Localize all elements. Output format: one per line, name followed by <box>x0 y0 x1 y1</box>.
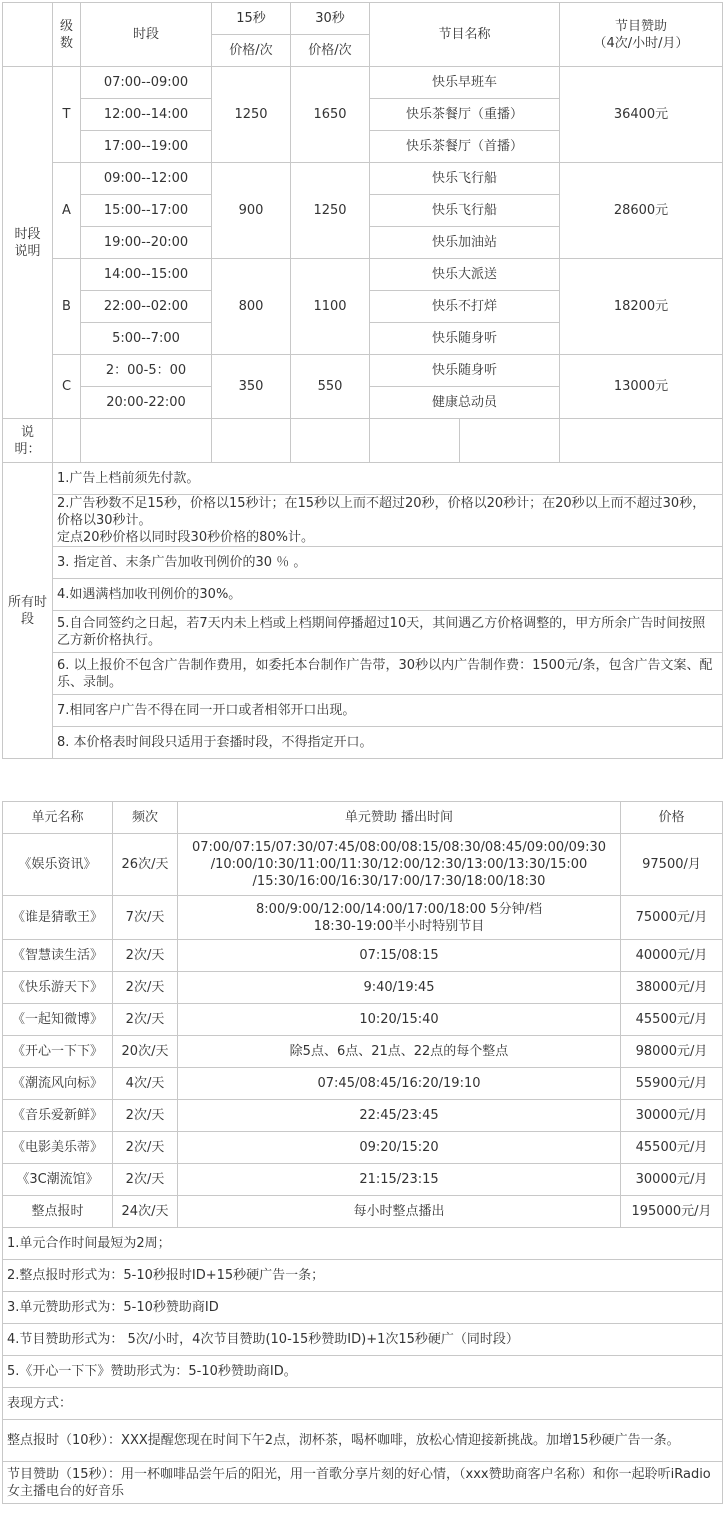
table-row <box>3 1004 723 1036</box>
unit-name: 《智慧读生活》 <box>3 940 113 972</box>
level-header: 级 数 <box>53 3 81 67</box>
note-text: 6. 以上报价不包含广告制作费用，如委托本台制作广告带，30秒以内广告制作费：1500元/条，包含广告文案、配乐、录制。 <box>53 653 723 695</box>
program-name: 快乐随身听 <box>370 355 560 387</box>
unit-price: 45500元/月 <box>621 1132 723 1164</box>
unit-note-text: 1.单元合作时间最短为2周； <box>3 1228 723 1260</box>
unit-price: 195000元/月 <box>621 1196 723 1228</box>
program-name: 快乐飞行船 <box>370 195 560 227</box>
header-row <box>3 802 723 834</box>
empty-cell <box>370 419 460 463</box>
unit-frequency: 2次/天 <box>113 972 178 1004</box>
note-row <box>3 463 723 495</box>
frequency-header: 频次 <box>113 802 178 834</box>
unit-name: 《快乐游天下》 <box>3 972 113 1004</box>
note-row <box>3 495 723 547</box>
program-name: 健康总动员 <box>370 387 560 419</box>
unit-name: 《娱乐资讯》 <box>3 834 113 896</box>
time-range: 15:00--17:00 <box>81 195 212 227</box>
unit-name: 《谁是猜歌王》 <box>3 896 113 940</box>
unit-note-text: 5.《开心一下下》赞助形式为：5-10秒赞助商ID。 <box>3 1356 723 1388</box>
time-range: 22:00--02:00 <box>81 291 212 323</box>
note-row <box>3 1388 723 1420</box>
unit-airtime: 10:20/15:40 <box>178 1004 621 1036</box>
time-range: 20:00-22:00 <box>81 387 212 419</box>
unit-frequency: 20次/天 <box>113 1036 178 1068</box>
program-name: 快乐加油站 <box>370 227 560 259</box>
table-row <box>3 1100 723 1132</box>
price-15s: 350 <box>212 355 291 419</box>
price-per-header-15: 价格/次 <box>212 35 291 67</box>
table-row <box>3 940 723 972</box>
time-range: 17:00--19:00 <box>81 131 212 163</box>
unit-name: 《开心一下下》 <box>3 1036 113 1068</box>
note-text: 1.广告上档前须先付款。 <box>53 463 723 495</box>
tier-level: B <box>53 259 81 355</box>
table-row <box>3 1132 723 1164</box>
note-text: 2.广告秒数不足15秒，价格以15秒计；在15秒以上而不超过20秒，价格以20秒计；在20秒以上而不超过30秒，价格以30秒计。 定点20秒价格以同时段30秒价格的80%计。 <box>53 495 723 547</box>
unit-price: 55900元/月 <box>621 1068 723 1100</box>
s15-header: 15秒 <box>212 3 291 35</box>
empty-cell <box>53 419 81 463</box>
period-section-label: 时段 说明 <box>3 67 53 419</box>
unit-airtime: 每小时整点播出 <box>178 1196 621 1228</box>
sponsor-price: 36400元 <box>560 67 723 163</box>
time-range: 12:00--14:00 <box>81 99 212 131</box>
unit-airtime: 9:40/19:45 <box>178 972 621 1004</box>
empty-cell <box>212 419 291 463</box>
rate-table <box>2 2 723 759</box>
time-range: 07:00--09:00 <box>81 67 212 99</box>
table-row <box>3 834 723 896</box>
note-row <box>3 1292 723 1324</box>
table-row <box>3 896 723 940</box>
price-30s: 1650 <box>291 67 370 163</box>
unit-frequency: 26次/天 <box>113 834 178 896</box>
price-30s: 1250 <box>291 163 370 259</box>
sponsor-price: 28600元 <box>560 163 723 259</box>
unit-name: 《潮流风向标》 <box>3 1068 113 1100</box>
unit-frequency: 2次/天 <box>113 1100 178 1132</box>
unit-note-text: 节目赞助（15秒）：用一杯咖啡品尝午后的阳光，用一首歌分享片刻的好心情，（xxx赞助商客户名称）和你一起聆听iRadio女主播电台的好音乐 <box>3 1462 723 1504</box>
unit-price: 30000元/月 <box>621 1164 723 1196</box>
note-row <box>3 1260 723 1292</box>
unit-airtime: 09:20/15:20 <box>178 1132 621 1164</box>
period-header: 时段 <box>81 3 212 67</box>
unit-sponsor-table <box>2 801 723 1504</box>
note-row <box>3 1420 723 1462</box>
unit-note-text: 4.节目赞助形式为： 5次/小时，4次节目赞助(10-15秒赞助ID)+1次15秒硬广（同时段） <box>3 1324 723 1356</box>
unit-price: 75000元/月 <box>621 896 723 940</box>
tier-level: A <box>53 163 81 259</box>
price-header: 价格 <box>621 802 723 834</box>
note-text: 5.自合同签约之日起，若7天内未上档或上档期间停播超过10天，其间遇乙方价格调整的，甲方所余广告时间按照乙方新价格执行。 <box>53 611 723 653</box>
unit-price: 45500元/月 <box>621 1004 723 1036</box>
unit-price: 30000元/月 <box>621 1100 723 1132</box>
note-row <box>3 547 723 579</box>
program-name: 快乐大派送 <box>370 259 560 291</box>
time-range: 19:00--20:00 <box>81 227 212 259</box>
note-row <box>3 1228 723 1260</box>
unit-frequency: 2次/天 <box>113 940 178 972</box>
note-row <box>3 611 723 653</box>
note-text: 8. 本价格表时间段只适用于套播时段，不得指定开口。 <box>53 727 723 759</box>
unit-airtime: 21:15/23:15 <box>178 1164 621 1196</box>
table-row <box>3 259 723 291</box>
unit-airtime: 除5点、6点、21点、22点的每个整点 <box>178 1036 621 1068</box>
program-name: 快乐随身听 <box>370 323 560 355</box>
unit-airtime: 07:00/07:15/07:30/07:45/08:00/08:15/08:30/08:45/09:00/09:30 /10:00/10:30/11:00/11:30/12:00/12:30/13:00/13:30/15:00 /15:30/16:00/16:30/17:00/17:30/18:00/18:30 <box>178 834 621 896</box>
program-name: 快乐飞行船 <box>370 163 560 195</box>
program-name: 快乐不打烊 <box>370 291 560 323</box>
unit-name: 《电影美乐蒂》 <box>3 1132 113 1164</box>
unit-airtime: 8:00/9:00/12:00/14:00/17:00/18:00 5分钟/档 18:30-19:00半小时特别节目 <box>178 896 621 940</box>
header-row <box>3 3 723 35</box>
unit-price: 97500/月 <box>621 834 723 896</box>
price-15s: 800 <box>212 259 291 355</box>
table-row <box>3 67 723 99</box>
unit-note-text: 2.整点报时形式为：5-10秒报时ID+15秒硬广告一条； <box>3 1260 723 1292</box>
note-row <box>3 653 723 695</box>
empty-cell <box>460 419 560 463</box>
time-range: 09:00--12:00 <box>81 163 212 195</box>
program-name: 快乐茶餐厅（重播） <box>370 99 560 131</box>
unit-name-header: 单元名称 <box>3 802 113 834</box>
unit-airtime: 07:15/08:15 <box>178 940 621 972</box>
program-name: 快乐茶餐厅（首播） <box>370 131 560 163</box>
unit-frequency: 2次/天 <box>113 1004 178 1036</box>
table-row <box>3 1196 723 1228</box>
unit-frequency: 2次/天 <box>113 1164 178 1196</box>
tier-level: C <box>53 355 81 419</box>
note-row <box>3 1356 723 1388</box>
note-text: 3. 指定首、末条广告加收刊例价的30 ％ 。 <box>53 547 723 579</box>
unit-airtime: 22:45/23:45 <box>178 1100 621 1132</box>
blank-corner-cell <box>3 3 53 67</box>
unit-frequency: 4次/天 <box>113 1068 178 1100</box>
all-periods-label: 所有时段 <box>3 463 53 759</box>
note-text: 7.相同客户广告不得在同一开口或者相邻开口出现。 <box>53 695 723 727</box>
table-row <box>3 1164 723 1196</box>
tier-level: T <box>53 67 81 163</box>
note-row <box>3 1462 723 1504</box>
note-row <box>3 727 723 759</box>
unit-price: 38000元/月 <box>621 972 723 1004</box>
price-30s: 550 <box>291 355 370 419</box>
unit-frequency: 2次/天 <box>113 1132 178 1164</box>
unit-note-text: 3.单元赞助形式为：5-10秒赞助商ID <box>3 1292 723 1324</box>
unit-name: 《音乐爱新鲜》 <box>3 1100 113 1132</box>
airtime-header: 单元赞助 播出时间 <box>178 802 621 834</box>
empty-cell <box>560 419 723 463</box>
unit-note-text: 表现方式： <box>3 1388 723 1420</box>
note-row <box>3 1324 723 1356</box>
unit-price: 98000元/月 <box>621 1036 723 1068</box>
unit-price: 40000元/月 <box>621 940 723 972</box>
unit-name: 《3C潮流馆》 <box>3 1164 113 1196</box>
time-range: 14:00--15:00 <box>81 259 212 291</box>
unit-name: 《一起知微博》 <box>3 1004 113 1036</box>
table-row <box>3 972 723 1004</box>
note-label: 说 明： <box>3 419 53 463</box>
program-name-header: 节目名称 <box>370 3 560 67</box>
table-row <box>3 1068 723 1100</box>
s30-header: 30秒 <box>291 3 370 35</box>
table-row <box>3 355 723 387</box>
price-15s: 1250 <box>212 67 291 163</box>
table-row <box>3 163 723 195</box>
program-name: 快乐早班车 <box>370 67 560 99</box>
unit-frequency: 24次/天 <box>113 1196 178 1228</box>
unit-name: 整点报时 <box>3 1196 113 1228</box>
unit-frequency: 7次/天 <box>113 896 178 940</box>
price-30s: 1100 <box>291 259 370 355</box>
unit-note-text: 整点报时（10秒）：XXX提醒您现在时间下午2点，沏杯茶，喝杯咖啡，放松心情迎接新挑战。加增15秒硬广告一条。 <box>3 1420 723 1462</box>
price-15s: 900 <box>212 163 291 259</box>
empty-cell <box>291 419 370 463</box>
unit-airtime: 07:45/08:45/16:20/19:10 <box>178 1068 621 1100</box>
sponsor-header: 节目赞助 （4次/小时/月） <box>560 3 723 67</box>
time-range: 5:00--7:00 <box>81 323 212 355</box>
empty-cell <box>81 419 212 463</box>
time-range: 2：00-5：00 <box>81 355 212 387</box>
note-text: 4.如遇满档加收刊例价的30%。 <box>53 579 723 611</box>
note-row <box>3 579 723 611</box>
sponsor-price: 13000元 <box>560 355 723 419</box>
note-label-row <box>3 419 723 463</box>
sponsor-price: 18200元 <box>560 259 723 355</box>
table-row <box>3 1036 723 1068</box>
price-per-header-30: 价格/次 <box>291 35 370 67</box>
note-row <box>3 695 723 727</box>
